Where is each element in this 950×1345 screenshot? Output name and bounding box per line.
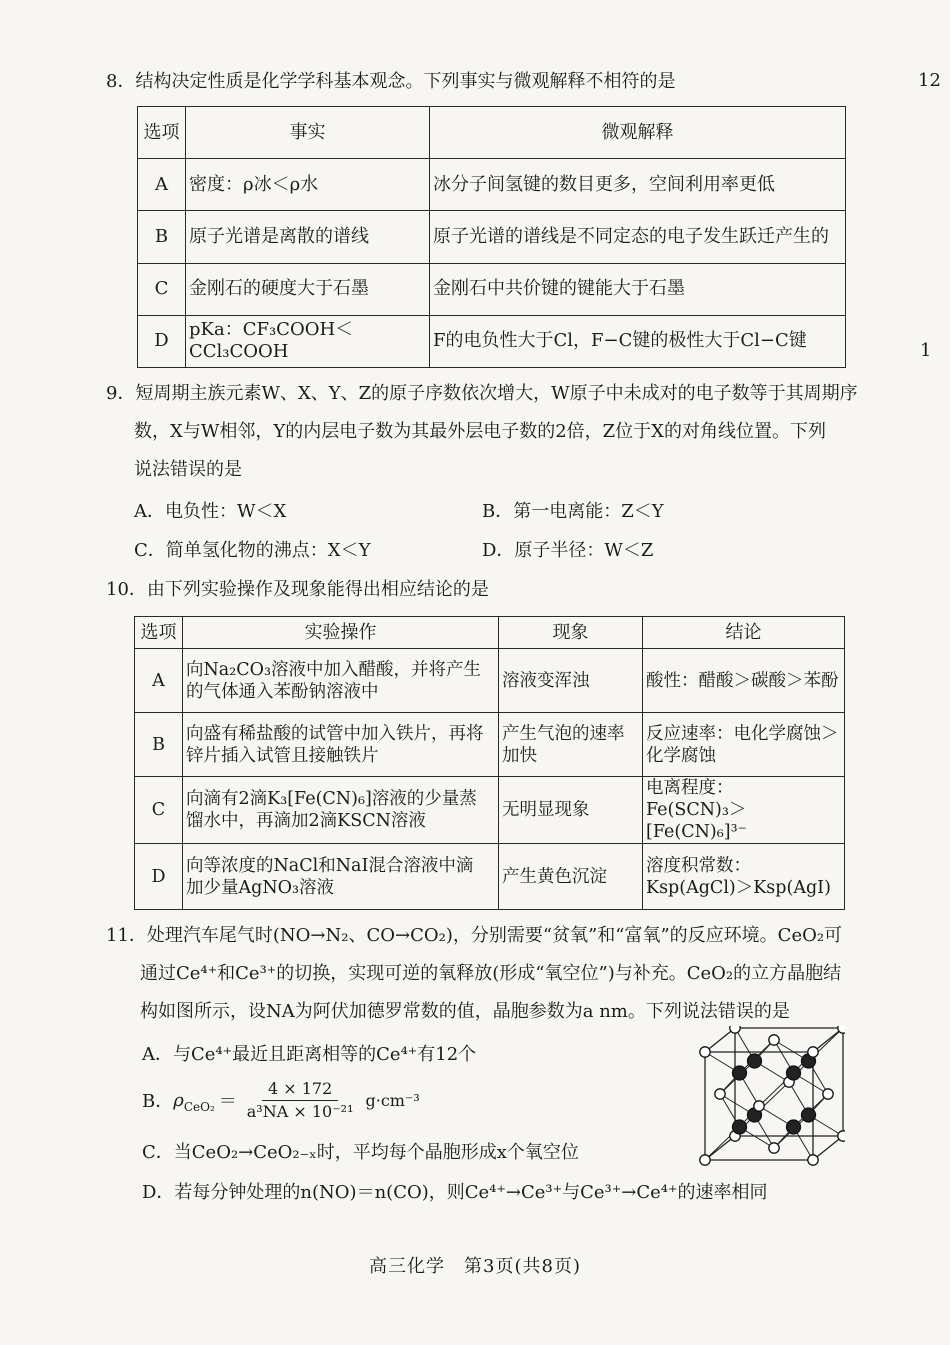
q11-option-c: C．当CeO₂→CeO₂₋ₓ时，平均每个晶胞形成x个氧空位	[142, 1142, 579, 1163]
q10-row-b-con-line2: 化学腐蚀	[646, 745, 716, 766]
q10-row-b-phen-line1: 产生气泡的速率	[502, 723, 625, 744]
q10-row-c-op-line1: 向滴有2滴K₃[Fe(CN)₆]溶液的少量蒸	[186, 789, 477, 809]
ce-atom	[823, 1089, 833, 1099]
q10-row-a-operation	[183, 649, 499, 713]
q8-stem	[106, 70, 675, 94]
q11-option-b-label: B．	[142, 1091, 174, 1112]
q10-stem-text: 由下列实验操作及现象能得出相应结论的是	[146, 579, 489, 600]
q10-row-d-operation	[183, 844, 499, 910]
q10-row-a-phen-line1: 溶液变浑浊	[502, 670, 590, 691]
q11-option-b	[142, 1075, 420, 1125]
ce-atom	[808, 1155, 818, 1165]
ce-atom	[838, 1026, 845, 1033]
q8-row-c-explain: 金刚石中共价键的键能大于石墨	[430, 263, 846, 315]
q11-option-b-rho: ρ	[173, 1089, 184, 1111]
ce-atom	[700, 1155, 710, 1165]
q8-row-d-fact: pKa：CF₃COOH＜CCl₃COOH	[186, 315, 430, 367]
q11-stem-line-2: 通过Ce⁴⁺和Ce³⁺的切换，实现可逆的氧释放(形成“氧空位”)与补充。CeO₂的立方晶胞结	[140, 963, 842, 984]
q8-row-b-fact: 原子光谱是离散的谱线	[186, 211, 430, 263]
table-row	[135, 844, 845, 910]
q10-row-a-op-line1: 向Na₂CO₃溶液中加入醋酸，并将产生	[186, 659, 482, 680]
q9-option-c: C．简单氢化物的沸点：X＜Y	[134, 540, 371, 561]
q10-row-a-phenomenon	[499, 649, 643, 713]
table-row	[138, 211, 846, 263]
ce-atom	[769, 1143, 779, 1153]
q8-row-c-option: C	[138, 263, 186, 315]
ceo2-unit-cell-svg	[685, 1026, 845, 1181]
q10-row-b-option: B	[135, 713, 183, 777]
q10-row-b-op-line1: 向盛有稀盐酸的试管中加入铁片，再将	[186, 723, 484, 744]
q10-row-a-op-line2: 的气体通入苯酚钠溶液中	[186, 681, 379, 702]
o-atom	[787, 1066, 801, 1080]
q10-row-b-con-line1: 反应速率：电化学腐蚀＞	[646, 723, 839, 744]
ce-atom	[730, 1026, 740, 1033]
q10-row-c-option: C	[135, 777, 183, 844]
o-atom	[787, 1120, 801, 1134]
q10-header-option: 选项	[135, 617, 183, 649]
q9-option-b: B．第一电离能：Z＜Y	[482, 501, 664, 522]
q10-header-phenomenon: 现象	[499, 617, 643, 649]
ceo2-unit-cell-diagram	[685, 1026, 845, 1181]
q9-option-a: A．电负性：W＜X	[134, 501, 287, 522]
q10-number: 10．	[106, 579, 147, 600]
ce-atom	[700, 1047, 710, 1057]
ce-atom	[838, 1131, 845, 1141]
q10-row-c-con-line1: 电离程度：	[646, 778, 734, 798]
q10-row-b-operation	[183, 713, 499, 777]
q10-row-c-conclusion	[643, 777, 845, 844]
margin-number-mid: 1	[920, 340, 932, 361]
q10-row-d-phen-line1: 产生黄色沉淀	[502, 866, 607, 887]
table-row	[138, 159, 846, 211]
q8-row-a-option: A	[138, 159, 186, 211]
table-row	[135, 649, 845, 713]
q11-stem-line-1: 处理汽车尾气时(NO→N₂、CO→CO₂)，分别需要“贫氧”和“富氧”的反应环境。CeO₂可	[146, 925, 843, 946]
q10-row-d-op-line1: 向等浓度的NaCl和NaI混合溶液中滴	[186, 855, 474, 876]
ce-atom	[715, 1089, 725, 1099]
q10-row-b-phen-line2: 加快	[502, 745, 537, 766]
q10-row-d-con-line2: Ksp(AgCl)＞Ksp(AgI)	[646, 877, 831, 898]
q8-row-c-fact: 金刚石的硬度大于石墨	[186, 263, 430, 315]
q10-row-c-phen-line1: 无明显现象	[502, 800, 590, 820]
q10-header-conclusion: 结论	[643, 617, 845, 649]
q11-option-b-denominator: a³NA × 10⁻²¹	[246, 1101, 354, 1121]
q9-stem-line-1: 短周期主族元素W、X、Y、Z的原子序数依次增大，W原子中未成对的电子数等于其周期序	[135, 383, 858, 404]
q8-table	[137, 106, 846, 368]
q8-row-a-explain: 冰分子间氢键的数目更多，空间利用率更低	[430, 159, 846, 211]
q9-number: 9．	[106, 383, 136, 404]
table-row	[135, 713, 845, 777]
q10-row-c-op-line2: 馏水中，再滴加2滴KSCN溶液	[186, 811, 426, 831]
q10-header-operation: 实验操作	[183, 617, 499, 649]
q10-row-b-op-line2: 锌片插入试管且接触铁片	[186, 745, 379, 766]
table-row	[138, 263, 846, 315]
o-atom	[802, 1108, 816, 1122]
q9-stem-line-3: 说法错误的是	[134, 459, 242, 480]
table-row	[138, 315, 846, 367]
q11-option-b-sub: CeO₂	[183, 1100, 215, 1114]
q11-option-b-numerator: 4 × 172	[262, 1078, 338, 1101]
o-atom	[748, 1054, 762, 1068]
q10-row-a-conclusion	[643, 649, 845, 713]
margin-number-top: 12	[918, 70, 941, 91]
q10-row-d-conclusion	[643, 844, 845, 910]
q11-option-b-fraction	[241, 1078, 360, 1123]
q8-row-d-explain: F的电负性大于Cl，F−C键的极性大于Cl−C键	[430, 315, 846, 367]
q8-row-b-option: B	[138, 211, 186, 263]
q9-option-d: D．原子半径：W＜Z	[482, 540, 654, 561]
q10-row-d-con-line1: 溶度积常数：	[646, 855, 751, 876]
q10-row-b-phenomenon	[499, 713, 643, 777]
q9-line-1	[106, 382, 858, 406]
q8-header-fact: 事实	[186, 107, 430, 159]
page-footer: 高三化学 第3页(共8页)	[369, 1256, 581, 1277]
q11-option-a: A．与Ce⁴⁺最近且距离相等的Ce⁴⁺有12个	[142, 1044, 477, 1065]
q10-row-b-conclusion	[643, 713, 845, 777]
q10-row-d-op-line2: 加少量AgNO₃溶液	[186, 877, 335, 898]
q10-stem	[106, 578, 489, 602]
q11-option-b-eq: ＝	[218, 1091, 237, 1112]
q8-row-b-explain: 原子光谱的谱线是不同定态的电子发生跃迁产生的	[430, 211, 846, 263]
o-atom	[733, 1066, 747, 1080]
q11-number: 11．	[106, 925, 147, 946]
o-atom	[733, 1120, 747, 1134]
q10-row-d-option: D	[135, 844, 183, 910]
q9-stem-line-2: 数，X与W相邻，Y的内层电子数为其最外层电子数的2倍，Z位于X的对角线位置。下列	[134, 421, 826, 442]
q11-line-1	[106, 924, 842, 948]
ce-atom	[769, 1035, 779, 1045]
q11-option-d: D．若每分钟处理的n(NO)＝n(CO)，则Ce⁴⁺→Ce³⁺与Ce³⁺→Ce⁴⁺的速率相同	[142, 1182, 768, 1203]
q11-stem-line-3: 构如图所示，设NA为阿伏加德罗常数的值，晶胞参数为a nm。下列说法错误的是	[140, 1001, 790, 1022]
q8-row-a-fact: 密度：ρ冰＜ρ水	[186, 159, 430, 211]
ce-atom	[808, 1047, 818, 1057]
q10-row-c-con-line2: Fe(SCN)₃＞[Fe(CN)₆]³⁻	[646, 800, 747, 842]
q8-header-explain: 微观解释	[430, 107, 846, 159]
q10-row-a-con-line1: 酸性：醋酸＞碳酸＞苯酚	[646, 670, 839, 691]
q8-row-d-option: D	[138, 315, 186, 367]
q8-number: 8．	[106, 71, 136, 92]
q11-option-b-unit: g·cm⁻³	[365, 1090, 420, 1110]
q8-stem-text: 结构决定性质是化学学科基本观念。下列事实与微观解释不相符的是	[135, 71, 676, 92]
q10-row-c-phenomenon	[499, 777, 643, 844]
q10-row-d-phenomenon	[499, 844, 643, 910]
table-row	[135, 777, 845, 844]
ce-atom	[754, 1101, 764, 1111]
q10-row-c-operation	[183, 777, 499, 844]
q10-table	[134, 616, 845, 910]
q8-header-option: 选项	[138, 107, 186, 159]
q10-row-a-option: A	[135, 649, 183, 713]
